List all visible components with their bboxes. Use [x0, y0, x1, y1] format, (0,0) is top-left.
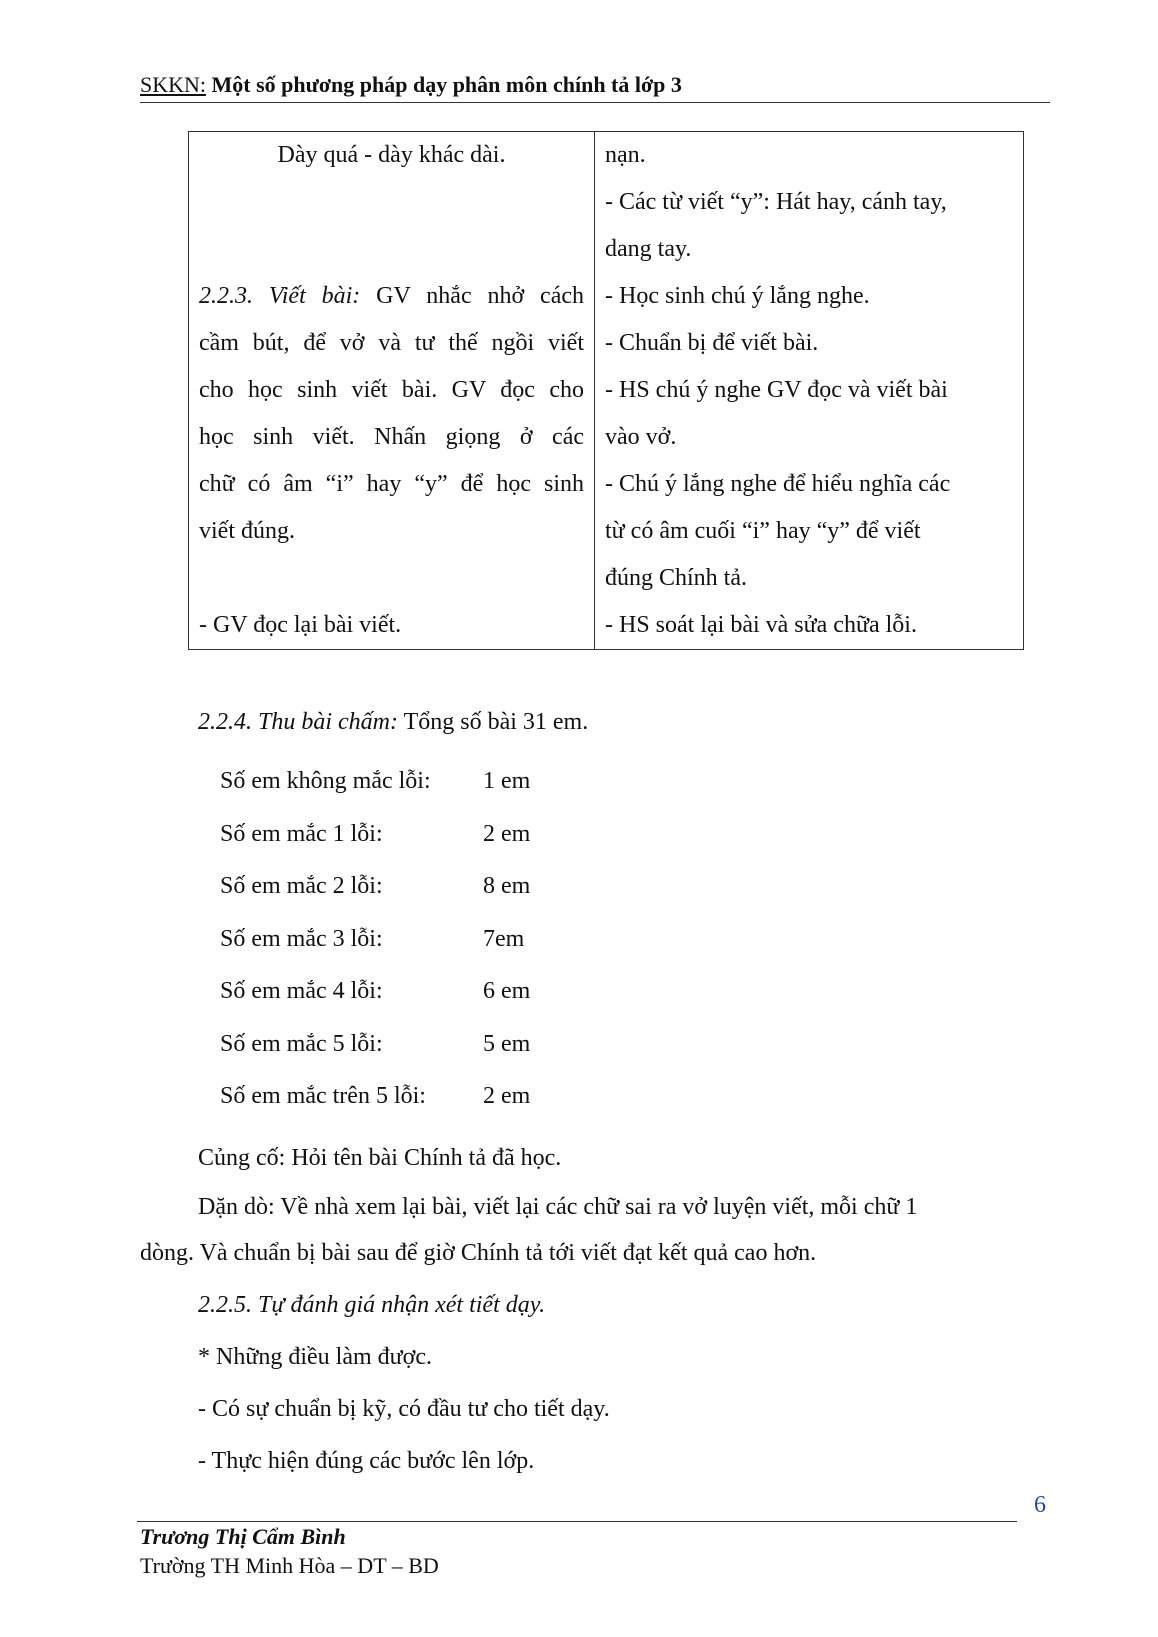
stat-label: Số em mắc 5 lỗi:: [220, 1030, 383, 1057]
right-line-11: - HS soát lại bài và sửa chữa lỗi.: [605, 612, 917, 638]
right-line-6: - HS chú ý nghe GV đọc và viết bài: [605, 377, 948, 403]
stat-row: [220, 1081, 531, 1111]
footer-author: Trương Thị Cẩm Bình: [140, 1524, 346, 1549]
stat-row: [220, 1029, 531, 1059]
stat-row: [220, 924, 525, 954]
left-line-6: cho học sinh viết bài. GV đọc cho: [199, 377, 584, 403]
right-line-4: - Học sinh chú ý lắng nghe.: [605, 283, 870, 309]
section-224: 2.2.4. Thu bài chấm: Tổng số bài 31 em.: [198, 709, 589, 735]
achievements-title: * Những điều làm được.: [198, 1344, 432, 1370]
achievement-2: - Thực hiện đúng các bước lên lớp.: [198, 1448, 535, 1474]
section-225: 2.2.5. Tự đánh giá nhận xét tiết dạy.: [198, 1292, 546, 1318]
stat-row: [220, 976, 531, 1006]
stat-row: [220, 871, 531, 901]
stat-value: 6 em: [483, 978, 531, 1004]
cung-co: Củng cố: Hỏi tên bài Chính tả đã học.: [198, 1145, 562, 1171]
stat-label: Số em mắc 2 lỗi:: [220, 873, 383, 899]
right-line-8: - Chú ý lắng nghe để hiểu nghĩa các: [605, 471, 951, 497]
dan-do-line-1: Dặn dò: Về nhà xem lại bài, viết lại các chữ sai ra vở luyện viết, mỗi chữ 1: [198, 1194, 918, 1220]
page-header: [140, 70, 1050, 103]
stat-value: 5 em: [483, 1030, 531, 1057]
left-line-9: viết đúng.: [199, 518, 295, 544]
stat-row: [220, 766, 531, 796]
left-line-7: học sinh viết. Nhấn giọng ở các: [199, 424, 584, 450]
right-line-10: đúng Chính tả.: [605, 565, 747, 591]
right-line-3: dang tay.: [605, 236, 692, 262]
student-column: [595, 132, 1024, 650]
left-line-5: cầm bút, để vở và tư thế ngồi viết: [199, 330, 584, 356]
right-line-1: nạn.: [605, 142, 646, 168]
stat-label: Số em mắc 3 lỗi:: [220, 925, 383, 952]
teacher-column: [189, 132, 595, 650]
stat-label: Số em không mắc lỗi:: [220, 768, 431, 794]
lesson-table: [188, 131, 1024, 650]
right-line-2: - Các từ viết “y”: Hát hay, cánh tay,: [605, 189, 947, 215]
stat-label: Số em mắc 4 lỗi:: [220, 978, 383, 1004]
left-line-11: - GV đọc lại bài viết.: [199, 612, 402, 638]
header-label: SKKN:: [140, 72, 207, 97]
page-number: 6: [1034, 1492, 1046, 1518]
stat-value: 2 em: [483, 820, 531, 847]
right-line-9: từ có âm cuối “i” hay “y” để viết: [605, 518, 921, 544]
stat-value: 7em: [483, 925, 525, 952]
stat-value: 1 em: [483, 768, 531, 794]
left-line-1: Dày quá - dày khác dài.: [277, 142, 506, 168]
stat-value: 8 em: [483, 873, 531, 899]
achievement-1: - Có sự chuẩn bị kỹ, có đầu tư cho tiết dạy.: [198, 1396, 610, 1422]
footer-school: Trường TH Minh Hòa – DT – BD: [140, 1553, 439, 1578]
right-line-5: - Chuẩn bị để viết bài.: [605, 330, 819, 356]
left-line-viet-bai: 2.2.3. Viết bài: GV nhắc nhở cách: [199, 283, 585, 309]
stat-value: 2 em: [483, 1083, 531, 1109]
right-line-7: vào vở.: [605, 424, 677, 450]
header-title: Một số phương pháp dạy phân môn chính tả lớp 3: [211, 72, 682, 97]
stat-label: Số em mắc 1 lỗi:: [220, 820, 383, 847]
left-line-8: chữ có âm “i” hay “y” để học sinh: [199, 471, 584, 497]
stat-label: Số em mắc trên 5 lỗi:: [220, 1083, 426, 1109]
dan-do-line-2: dòng. Và chuẩn bị bài sau để giờ Chính tả tới viết đạt kết quả cao hơn.: [140, 1240, 817, 1266]
stat-row: [220, 819, 531, 849]
footer-divider: [137, 1521, 1017, 1522]
